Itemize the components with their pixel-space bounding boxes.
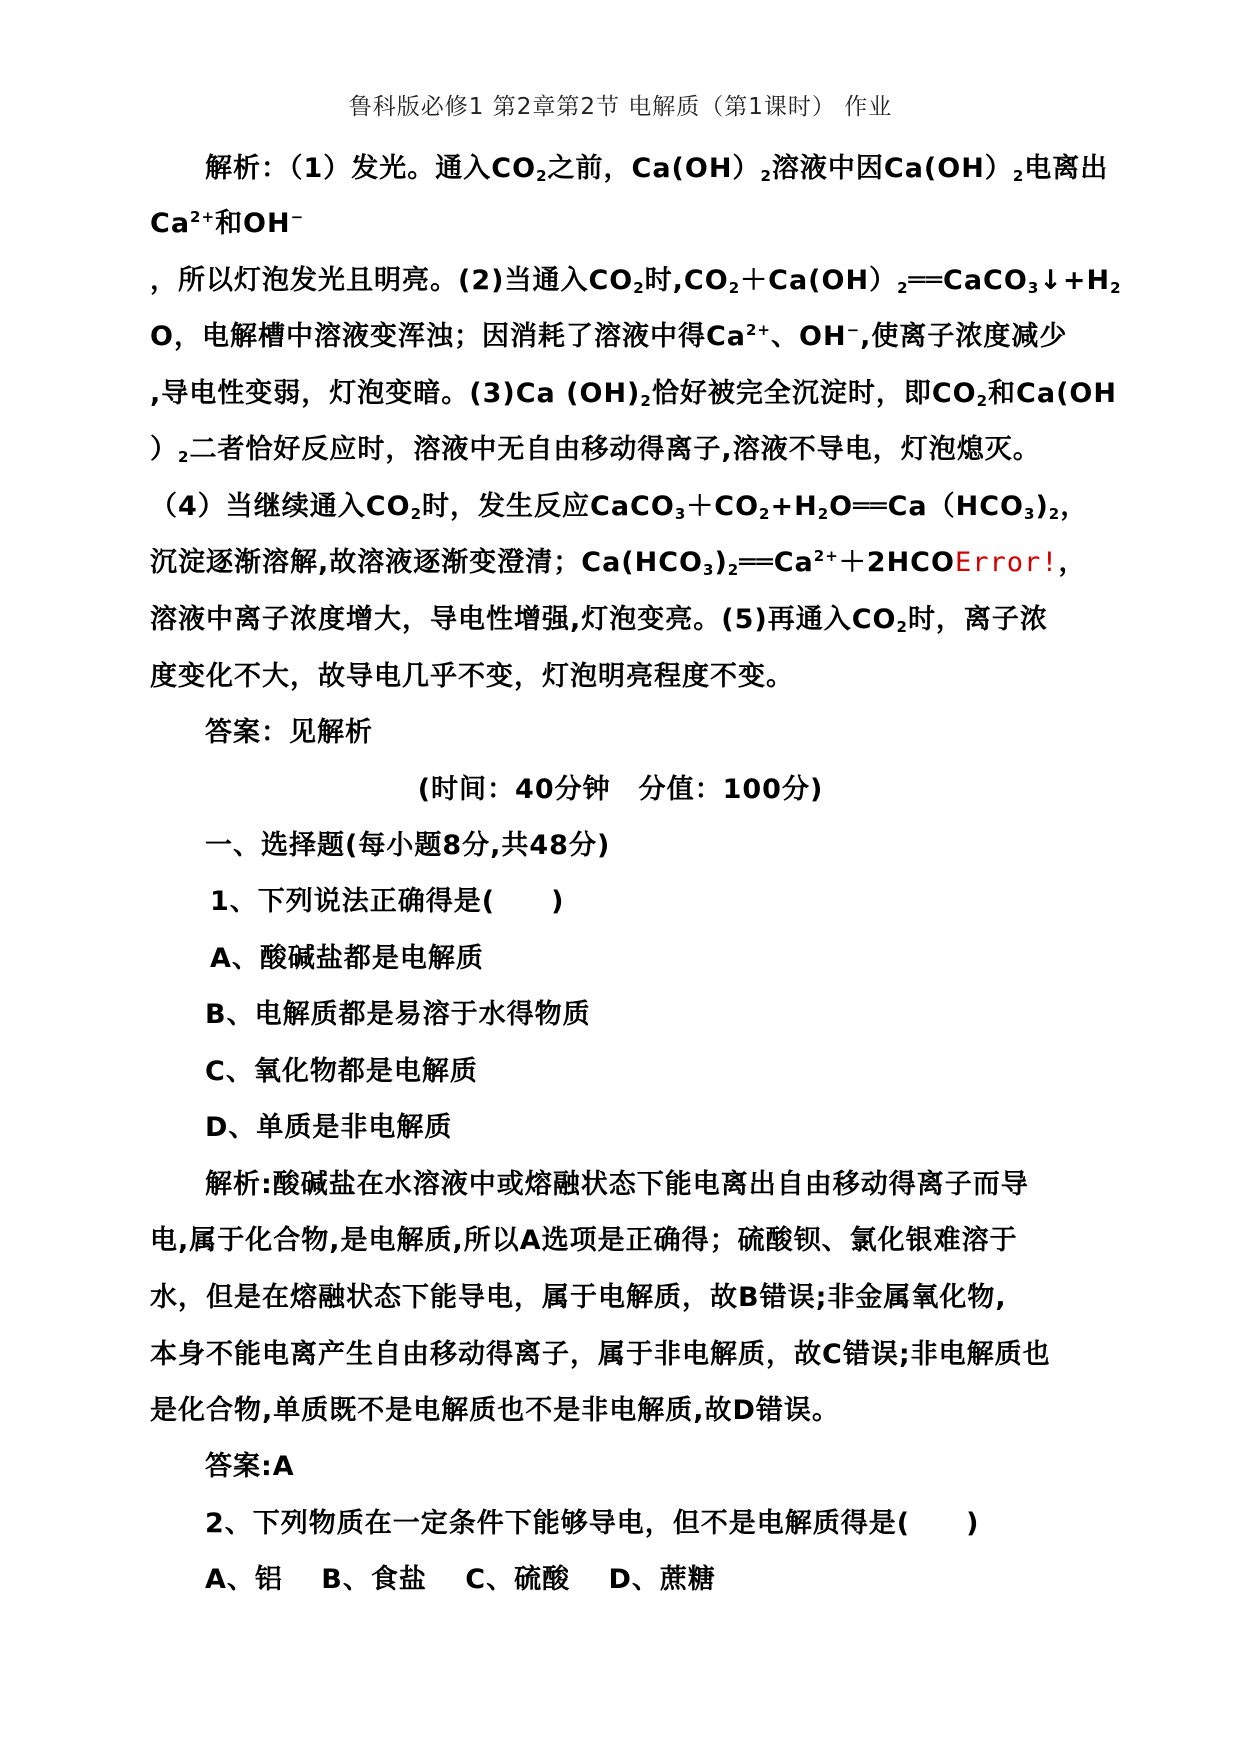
analysis-line-2: $Ca^{2+}$和OH−	[150, 208, 305, 239]
question-2-options: A、铝 B、食盐 C、硫酸 D、蔗糖	[205, 1564, 716, 1595]
analysis-line-10: 度变化不大，故导电几乎不变，灯泡明亮程度不变。	[150, 661, 794, 692]
answer-1: 答案：见解析	[205, 717, 373, 748]
analysis-line-6: ）$_2$二者恰好反应时，溶液中无自由移动得离子,溶液不导电，灯泡熄灭。	[150, 434, 1041, 466]
analysis-line-5: ,导电性变弱，灯泡变暗。(3)Ca $(OH)_2$恰好被完全沉淀时，即$CO_2$和Ca(OH	[150, 378, 1117, 410]
analysis-2-line-5: 是化合物,单质既不是电解质也不是非电解质,故D错误。	[150, 1395, 840, 1426]
question-1-option-c: C、氧化物都是电解质	[205, 1056, 478, 1087]
question-1-option-a: A、酸碱盐都是电解质	[210, 943, 484, 974]
question-1-option-d: D、单质是非电解质	[205, 1112, 453, 1143]
analysis-2-line-3: 水，但是在熔融状态下能导电，属于电解质，故B错误;非金属氧化物,	[150, 1282, 1007, 1313]
analysis-line-8: 沉淀逐渐溶解,故溶液逐渐变澄清；$Ca(HCO_3)_2══Ca^{2+}+2HCOError$!，	[150, 547, 1087, 579]
question-1-option-b: B、电解质都是易溶于水得物质	[205, 999, 591, 1030]
answer-2: 答案:A	[205, 1451, 295, 1482]
analysis-2-line-4: 本身不能电离产生自由移动得离子，属于非电解质，故C错误;非电解质也	[150, 1339, 1051, 1370]
time-info: (时间：40分钟 分值：100分)	[417, 774, 824, 805]
section-heading: 一、选择题(每小题8分,共48分)	[205, 830, 611, 861]
error-text: Error!	[954, 547, 1059, 578]
question-1-stem: 1、下列说法正确得是( )	[210, 886, 565, 917]
analysis-2-line-2: 电,属于化合物,是电解质,所以A选项是正确得；硫酸钡、氯化银难溶于	[150, 1225, 1018, 1256]
analysis-line-9: 溶液中离子浓度增大，导电性增强,灯泡变亮。(5)再通入$CO_2$时，离子浓	[150, 604, 1048, 636]
page-header: 鲁科版必修1 第2章第2节 电解质（第1课时） 作业	[348, 94, 893, 120]
analysis-line-3: ，所以灯泡发光且明亮。(2)当通入$CO_2$时$,CO_2+Ca(OH)_2══CaCO_3↓+H_2$	[150, 265, 1122, 297]
analysis-line-7: （4）当继续通入$CO_2$时，发生反应$CaCO_3+CO_2+H_2O══Ca(HCO_3)_2$，	[150, 491, 1089, 523]
analysis-2-line-1: 解析:酸碱盐在水溶液中或熔融状态下能电离出自由移动得离子而导	[205, 1169, 1029, 1200]
question-2-stem: 2、下列物质在一定条件下能够导电，但不是电解质得是( )	[205, 1508, 980, 1539]
analysis-line-1: 解析：（1）发光。通入$CO_2$之前，$Ca(OH)_2$溶液中因$Ca(OH)_2$电离出	[205, 153, 1109, 185]
analysis-line-4: O，电解槽中溶液变浑浊；因消耗了溶液中得$Ca^{2+}$、OH−,使离子浓度减少	[150, 321, 1068, 352]
